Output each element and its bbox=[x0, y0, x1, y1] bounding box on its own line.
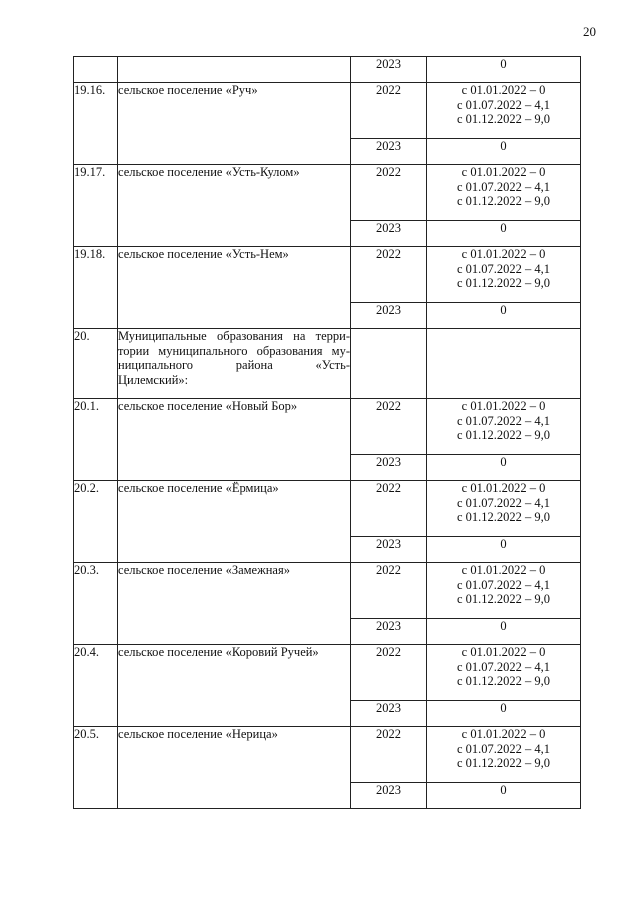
year-cell: 2023 bbox=[351, 537, 427, 563]
rate-cell bbox=[427, 329, 581, 399]
rate-line: с 01.07.2022 – 4,1 bbox=[456, 97, 551, 112]
rate-line: с 01.07.2022 – 4,1 bbox=[456, 577, 551, 592]
section-name-line: Муниципальные образования на терри- bbox=[118, 329, 350, 343]
row-number-cell: 20.4. bbox=[74, 645, 118, 727]
rate-line: с 01.12.2022 – 9,0 bbox=[456, 112, 551, 126]
table-row bbox=[74, 399, 581, 455]
rate-line: с 01.07.2022 – 4,1 bbox=[456, 495, 551, 510]
rate-line: с 01.01.2022 – 0 bbox=[461, 727, 546, 741]
row-name-cell bbox=[118, 57, 351, 83]
row-number-cell: 20.1. bbox=[74, 399, 118, 481]
year-cell: 2022 bbox=[351, 247, 427, 303]
rate-line: с 01.01.2022 – 0 bbox=[461, 563, 546, 577]
section-name-line: Цилемский»: bbox=[118, 372, 189, 387]
rate-line: с 01.12.2022 – 9,0 bbox=[456, 276, 551, 290]
rate-cell bbox=[427, 727, 581, 783]
row-name-cell: сельское поселение «Коровий Ручей» bbox=[118, 645, 351, 727]
rate-line: с 01.12.2022 – 9,0 bbox=[456, 592, 551, 606]
rate-line: с 01.12.2022 – 9,0 bbox=[456, 674, 551, 688]
row-number-cell bbox=[74, 57, 118, 83]
rate-line: с 01.01.2022 – 0 bbox=[461, 645, 546, 659]
rate-line: с 01.12.2022 – 9,0 bbox=[456, 756, 551, 770]
section-name-line: ниципального района «Усть- bbox=[118, 358, 350, 372]
rate-cell bbox=[427, 247, 581, 303]
rate-cell: 0 bbox=[427, 701, 581, 727]
rate-line: с 01.01.2022 – 0 bbox=[461, 83, 546, 97]
rate-cell: 0 bbox=[427, 537, 581, 563]
year-cell: 2023 bbox=[351, 303, 427, 329]
year-cell: 2022 bbox=[351, 83, 427, 139]
year-cell: 2022 bbox=[351, 645, 427, 701]
year-cell: 2023 bbox=[351, 783, 427, 809]
year-cell: 2023 bbox=[351, 455, 427, 481]
year-cell: 2023 bbox=[351, 139, 427, 165]
rate-cell: 0 bbox=[427, 783, 581, 809]
rate-line: с 01.01.2022 – 0 bbox=[461, 165, 546, 179]
year-cell: 2023 bbox=[351, 221, 427, 247]
row-name-cell: сельское поселение «Новый Бор» bbox=[118, 399, 351, 481]
row-number-cell: 20.5. bbox=[74, 727, 118, 809]
year-cell: 2023 bbox=[351, 619, 427, 645]
rate-line: с 01.07.2022 – 4,1 bbox=[456, 179, 551, 194]
rate-cell bbox=[427, 563, 581, 619]
row-number-cell: 19.16. bbox=[74, 83, 118, 165]
rate-cell: 0 bbox=[427, 139, 581, 165]
table-row-section bbox=[74, 329, 581, 399]
rate-cell: 0 bbox=[427, 57, 581, 83]
rate-line: с 01.12.2022 – 9,0 bbox=[456, 428, 551, 442]
section-name-line: тории муниципального образования му- bbox=[118, 343, 350, 358]
year-cell: 2022 bbox=[351, 165, 427, 221]
rate-cell: 0 bbox=[427, 303, 581, 329]
row-number-cell: 20.3. bbox=[74, 563, 118, 645]
rate-line: с 01.07.2022 – 4,1 bbox=[456, 261, 551, 276]
section-name-cell bbox=[118, 329, 351, 399]
rate-line: с 01.01.2022 – 0 bbox=[461, 399, 546, 413]
row-name-cell: сельское поселение «Усть-Нем» bbox=[118, 247, 351, 329]
table-row bbox=[74, 57, 581, 83]
row-number-cell: 20. bbox=[74, 329, 118, 399]
page-number: 20 bbox=[583, 24, 596, 39]
year-cell: 2022 bbox=[351, 563, 427, 619]
rate-cell bbox=[427, 165, 581, 221]
table-row bbox=[74, 645, 581, 701]
table-row bbox=[74, 83, 581, 139]
rate-line: с 01.07.2022 – 4,1 bbox=[456, 413, 551, 428]
rate-cell bbox=[427, 83, 581, 139]
table-row bbox=[74, 165, 581, 221]
year-cell: 2023 bbox=[351, 57, 427, 83]
rate-line: с 01.07.2022 – 4,1 bbox=[456, 659, 551, 674]
table-row bbox=[74, 563, 581, 619]
rate-line: с 01.07.2022 – 4,1 bbox=[456, 741, 551, 756]
row-number-cell: 19.17. bbox=[74, 165, 118, 247]
year-cell: 2022 bbox=[351, 399, 427, 455]
rate-cell bbox=[427, 399, 581, 455]
rate-cell bbox=[427, 645, 581, 701]
row-name-cell: сельское поселение «Ёрмица» bbox=[118, 481, 351, 563]
row-name-cell: сельское поселение «Замежная» bbox=[118, 563, 351, 645]
rate-cell: 0 bbox=[427, 619, 581, 645]
year-cell: 2023 bbox=[351, 701, 427, 727]
table-row bbox=[74, 727, 581, 783]
rate-cell: 0 bbox=[427, 221, 581, 247]
table-row bbox=[74, 481, 581, 537]
row-number-cell: 20.2. bbox=[74, 481, 118, 563]
row-name-cell: сельское поселение «Усть-Кулом» bbox=[118, 165, 351, 247]
rate-line: с 01.01.2022 – 0 bbox=[461, 481, 546, 495]
rate-line: с 01.12.2022 – 9,0 bbox=[456, 194, 551, 208]
row-name-cell: сельское поселение «Нерица» bbox=[118, 727, 351, 809]
year-cell: 2022 bbox=[351, 727, 427, 783]
rate-cell: 0 bbox=[427, 455, 581, 481]
year-cell bbox=[351, 329, 427, 399]
row-name-cell: сельское поселение «Руч» bbox=[118, 83, 351, 165]
rate-line: с 01.12.2022 – 9,0 bbox=[456, 510, 551, 524]
row-number-cell: 19.18. bbox=[74, 247, 118, 329]
year-cell: 2022 bbox=[351, 481, 427, 537]
rate-line: с 01.01.2022 – 0 bbox=[461, 247, 546, 261]
tariff-table bbox=[73, 56, 581, 809]
rate-cell bbox=[427, 481, 581, 537]
table-row bbox=[74, 247, 581, 303]
